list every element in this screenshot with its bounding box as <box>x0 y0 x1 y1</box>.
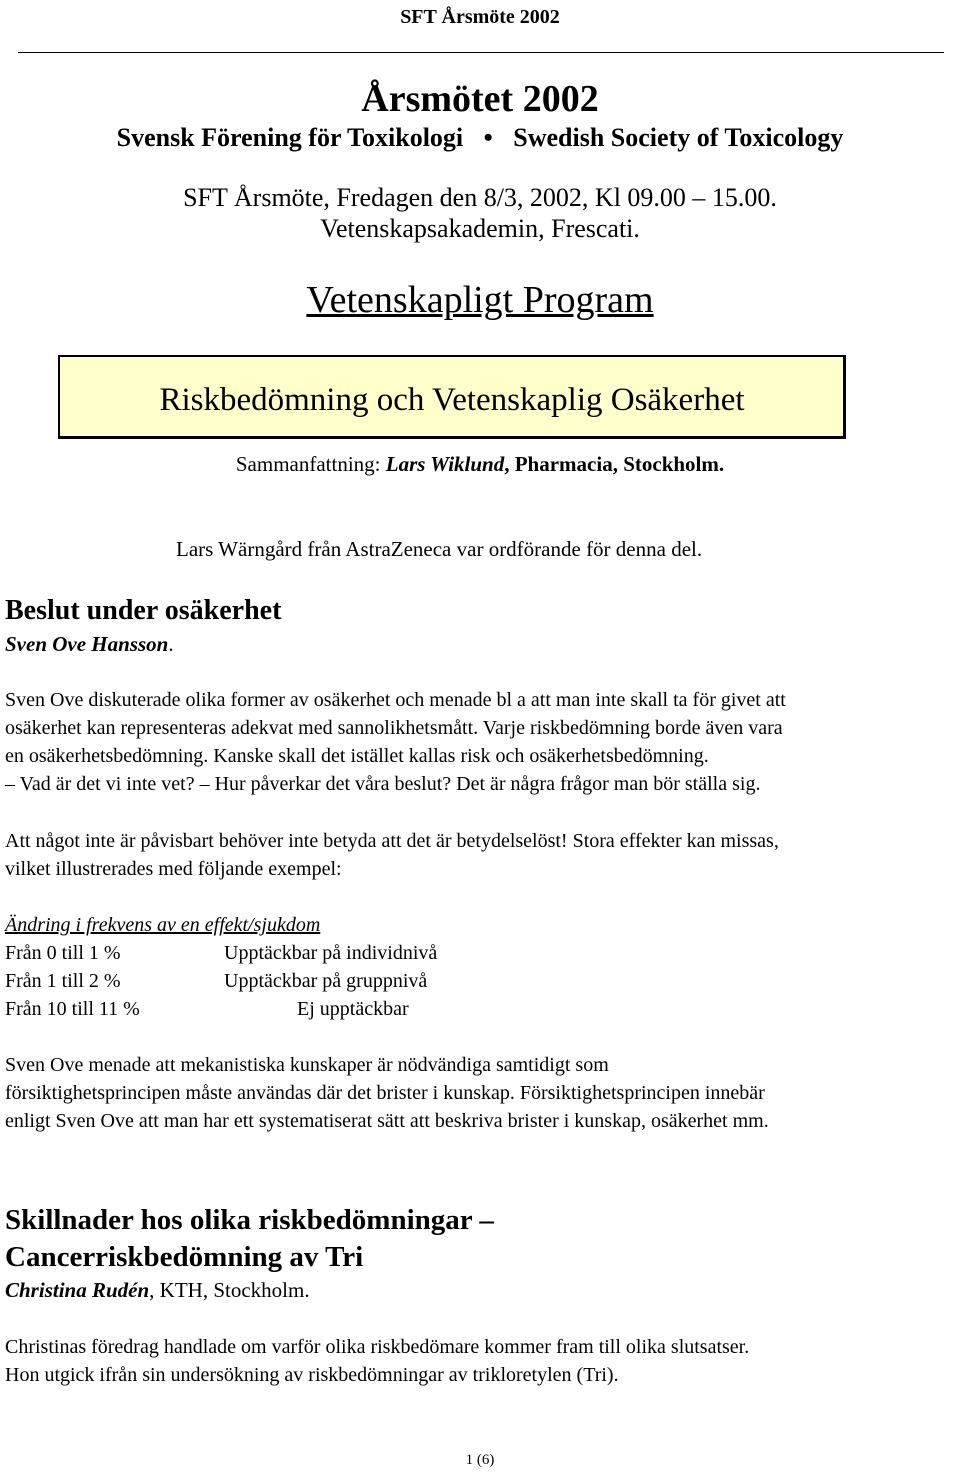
section1-speaker-line <box>5 630 174 658</box>
table-row <box>5 939 121 967</box>
section1-speaker-period: . <box>168 632 174 656</box>
section2-heading-line2: Cancerriskbedömning av Tri <box>5 1241 364 1273</box>
theme-title: Riskbedömning och Vetenskaplig Osäkerhet <box>159 382 745 418</box>
section2-heading-line1: Skillnader hos olika riskbedömningar – <box>5 1204 494 1236</box>
running-header: SFT Årsmöte 2002 <box>400 6 560 28</box>
society-sv: Svensk Förening för Toxikologi <box>116 123 464 152</box>
table-row <box>5 967 121 995</box>
para1-line4: – Vad är det vi inte vet? – Hur påverkar det våra beslut? Det är några frågor man bör ställa sig. <box>5 773 761 795</box>
table-row <box>5 995 140 1023</box>
program-heading: Vetenskapligt Program <box>306 279 654 321</box>
meeting-line: SFT Årsmöte, Fredagen den 8/3, 2002, Kl 09.00 – 15.00. <box>183 183 777 212</box>
summary-author: Lars Wiklund <box>385 452 505 476</box>
row-change: Från 0 till 1 % <box>5 942 121 964</box>
section2-speaker: Christina Rudén <box>5 1278 150 1302</box>
section2-para-line2: Hon utgick ifrån sin undersökning av riskbedömningar av trikloretylen (Tri). <box>5 1364 619 1386</box>
para1-line3: en osäkerhetsbedömning. Kanske skall det istället kallas risk och osäkerhetsbedömning. <box>5 745 709 767</box>
para2-line2: vilket illustrerades med följande exempel: <box>5 858 342 880</box>
section2-affiliation: , KTH, Stockholm. <box>149 1278 310 1302</box>
para3-line1: Sven Ove menade att mekanistiska kunskaper är nödvändiga samtidigt som <box>5 1054 609 1076</box>
society-en: Swedish Society of Toxicology <box>513 123 844 152</box>
summary-prefix: Sammanfattning: <box>235 452 386 476</box>
para3-line3: enligt Sven Ove att man har ett systematiserat sätt att beskriva brister i kunskap, osäkerhet mm. <box>5 1110 769 1132</box>
row-change: Från 1 till 2 % <box>5 970 121 992</box>
table-heading: Ändring i frekvens av en effekt/sjukdom <box>5 914 321 936</box>
row-result: Upptäckbar på gruppnivå <box>224 970 428 992</box>
summary-affiliation: , Pharmacia, Stockholm. <box>504 452 725 476</box>
chair-line: Lars Wärngård från AstraZeneca var ordförande för denna del. <box>176 537 703 561</box>
para1-line1: Sven Ove diskuterade olika former av osäkerhet och menade bl a att man inte skall ta för givet att <box>5 689 786 711</box>
society-line <box>0 122 960 154</box>
para1-line2: osäkerhet kan representeras adekvat med sannolikhetsmått. Varje riskbedömning borde även vara <box>5 717 783 739</box>
page-number: 1 (6) <box>465 1452 495 1468</box>
para2-line1: Att något inte är påvisbart behöver inte betyda att det är betydelselöst! Stora effekter kan missas, <box>5 830 779 852</box>
bullet-separator: • <box>483 123 493 152</box>
section2-speaker-line <box>5 1276 310 1304</box>
section1-heading: Beslut under osäkerhet <box>5 595 282 626</box>
header-rule <box>18 52 944 53</box>
row-result: Upptäckbar på individnivå <box>224 942 438 964</box>
para3-line2: försiktighetsprincipen måste användas där det brister i kunskap. Försiktighetsprincipen innebär <box>5 1082 765 1104</box>
row-result: Ej upptäckbar <box>297 998 409 1020</box>
venue-line: Vetenskapsakademin, Frescati. <box>320 214 640 243</box>
row-change: Från 10 till 11 % <box>5 998 140 1020</box>
section2-para-line1: Christinas föredrag handlade om varför olika riskbedömare kommer fram till olika slutsatser. <box>5 1336 750 1358</box>
main-title: Årsmötet 2002 <box>361 78 599 120</box>
summary-line <box>0 450 960 478</box>
section1-speaker: Sven Ove Hansson <box>5 632 169 656</box>
